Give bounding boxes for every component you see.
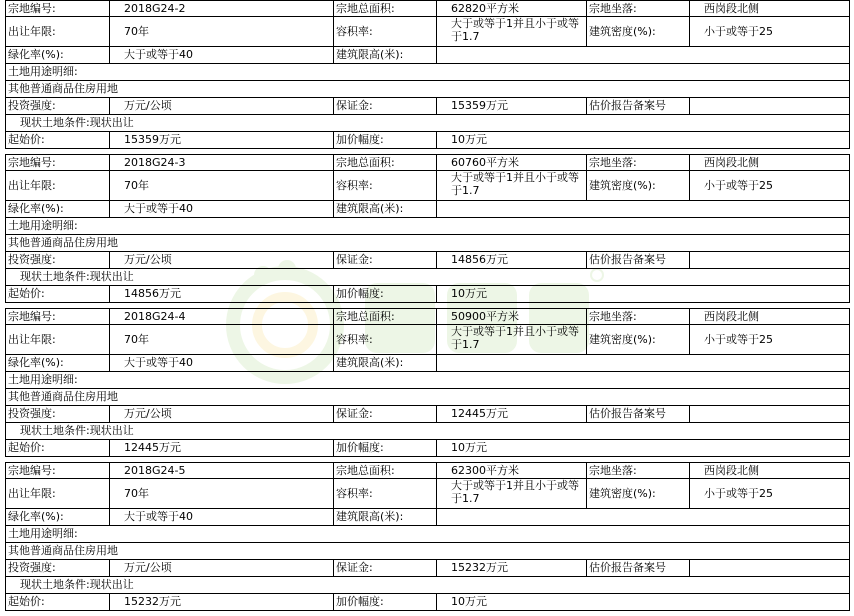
parcel-list: [5, 0, 850, 616]
value-deposit: 12445万元: [436, 406, 586, 422]
value-appraisal: [689, 406, 849, 422]
value-deposit: 15232万元: [436, 560, 586, 576]
row-term: [5, 170, 850, 201]
value-green: 大于或等于40: [109, 355, 333, 371]
label-use-detail: 土地用途明细:: [8, 219, 78, 232]
label-location: 宗地坐落:: [586, 309, 689, 324]
label-increment: 加价幅度:: [333, 594, 436, 610]
value-total-area: 62300平方米: [436, 463, 586, 478]
label-appraisal: 估价报告备案号: [586, 252, 689, 268]
value-density: 小于或等于25: [689, 324, 849, 354]
row-start-price: [5, 132, 850, 149]
label-term: 出让年限:: [8, 486, 56, 500]
label-green: 绿化率(%):: [8, 356, 64, 369]
value-use: 其他普通商品住房用地: [8, 544, 118, 557]
label-condition: 现状土地条件:: [20, 116, 90, 129]
value-invest: 万元/公顷: [109, 560, 333, 576]
value-total-area: 50900平方米: [436, 309, 586, 324]
value-far: 大于或等于1并且小于或等于1.7: [436, 16, 586, 46]
label-invest: 投资强度:: [8, 407, 56, 420]
label-invest: 投资强度:: [8, 561, 56, 574]
label-total-area: 宗地总面积:: [333, 463, 436, 478]
value-condition: 现状出让: [89, 270, 134, 283]
label-location: 宗地坐落:: [586, 155, 689, 170]
label-density: 建筑密度(%):: [586, 170, 689, 200]
row-term: [5, 478, 850, 509]
value-parcel-no: 2018G24-2: [109, 1, 333, 16]
value-invest: 万元/公顷: [109, 98, 333, 114]
label-total-area: 宗地总面积:: [333, 155, 436, 170]
row-condition: [5, 423, 850, 440]
value-height-limit: [436, 201, 849, 217]
row-green: [5, 201, 850, 218]
value-green: 大于或等于40: [109, 509, 333, 525]
value-deposit: 15359万元: [436, 98, 586, 114]
value-location: 西岗段北侧: [689, 463, 849, 478]
row-parcel-no: [5, 308, 850, 325]
value-invest: 万元/公顷: [109, 406, 333, 422]
row-green: [5, 355, 850, 372]
label-condition: 现状土地条件:: [20, 578, 90, 591]
value-height-limit: [436, 47, 849, 63]
value-use: 其他普通商品住房用地: [8, 236, 118, 249]
label-deposit: 保证金:: [333, 406, 436, 422]
label-invest: 投资强度:: [8, 99, 56, 112]
label-appraisal: 估价报告备案号: [586, 98, 689, 114]
value-condition: 现状出让: [89, 424, 134, 437]
label-start-price: 起始价:: [8, 287, 45, 300]
land-condition: [6, 423, 849, 439]
label-total-area: 宗地总面积:: [333, 1, 436, 16]
label-height-limit: 建筑限高(米):: [333, 47, 436, 63]
value-use: 其他普通商品住房用地: [8, 82, 118, 95]
row-use-detail-label: [5, 64, 850, 81]
land-condition: [6, 577, 849, 593]
label-green: 绿化率(%):: [8, 48, 64, 61]
value-condition: 现状出让: [89, 116, 134, 129]
label-density: 建筑密度(%):: [586, 324, 689, 354]
value-use: 其他普通商品住房用地: [8, 390, 118, 403]
label-parcel-no: 宗地编号:: [8, 156, 56, 169]
label-increment: 加价幅度:: [333, 286, 436, 302]
row-term: [5, 16, 850, 47]
label-far: 容积率:: [333, 478, 436, 508]
label-condition: 现状土地条件:: [20, 424, 90, 437]
label-increment: 加价幅度:: [333, 132, 436, 148]
value-term: 70年: [109, 324, 333, 354]
label-height-limit: 建筑限高(米):: [333, 355, 436, 371]
value-condition: 现状出让: [89, 578, 134, 591]
value-far: 大于或等于1并且小于或等于1.7: [436, 478, 586, 508]
row-term: [5, 324, 850, 355]
value-term: 70年: [109, 16, 333, 46]
value-start-price: 14856万元: [109, 286, 333, 302]
label-height-limit: 建筑限高(米):: [333, 201, 436, 217]
row-start-price: [5, 440, 850, 457]
value-parcel-no: 2018G24-4: [109, 309, 333, 324]
label-parcel-no: 宗地编号:: [8, 2, 56, 15]
value-increment: 10万元: [436, 440, 849, 456]
row-green: [5, 47, 850, 64]
value-height-limit: [436, 509, 849, 525]
label-invest: 投资强度:: [8, 253, 56, 266]
label-height-limit: 建筑限高(米):: [333, 509, 436, 525]
value-location: 西岗段北侧: [689, 1, 849, 16]
value-density: 小于或等于25: [689, 170, 849, 200]
label-location: 宗地坐落:: [586, 1, 689, 16]
row-parcel-no: [5, 0, 850, 17]
label-term: 出让年限:: [8, 332, 56, 346]
label-far: 容积率:: [333, 324, 436, 354]
parcel-block: [5, 308, 850, 462]
label-green: 绿化率(%):: [8, 510, 64, 523]
label-term: 出让年限:: [8, 178, 56, 192]
value-green: 大于或等于40: [109, 201, 333, 217]
row-green: [5, 509, 850, 526]
row-parcel-no: [5, 154, 850, 171]
land-condition: [6, 269, 849, 285]
row-use: [5, 81, 850, 98]
value-deposit: 14856万元: [436, 252, 586, 268]
label-start-price: 起始价:: [8, 595, 45, 608]
label-condition: 现状土地条件:: [20, 270, 90, 283]
row-condition: [5, 269, 850, 286]
label-use-detail: 土地用途明细:: [8, 373, 78, 386]
row-use-detail-label: [5, 526, 850, 543]
value-far: 大于或等于1并且小于或等于1.7: [436, 170, 586, 200]
label-use-detail: 土地用途明细:: [8, 527, 78, 540]
value-total-area: 62820平方米: [436, 1, 586, 16]
row-use: [5, 389, 850, 406]
label-appraisal: 估价报告备案号: [586, 560, 689, 576]
value-increment: 10万元: [436, 594, 849, 610]
value-parcel-no: 2018G24-3: [109, 155, 333, 170]
row-use-detail-label: [5, 218, 850, 235]
label-density: 建筑密度(%):: [586, 478, 689, 508]
parcel-block: [5, 462, 850, 616]
label-increment: 加价幅度:: [333, 440, 436, 456]
value-appraisal: [689, 98, 849, 114]
row-start-price: [5, 286, 850, 303]
value-start-price: 12445万元: [109, 440, 333, 456]
value-appraisal: [689, 252, 849, 268]
parcel-block: [5, 0, 850, 154]
value-density: 小于或等于25: [689, 478, 849, 508]
row-condition: [5, 115, 850, 132]
label-use-detail: 土地用途明细:: [8, 65, 78, 78]
label-location: 宗地坐落:: [586, 463, 689, 478]
value-appraisal: [689, 560, 849, 576]
value-invest: 万元/公顷: [109, 252, 333, 268]
label-deposit: 保证金:: [333, 560, 436, 576]
value-green: 大于或等于40: [109, 47, 333, 63]
label-green: 绿化率(%):: [8, 202, 64, 215]
label-total-area: 宗地总面积:: [333, 309, 436, 324]
label-deposit: 保证金:: [333, 98, 436, 114]
land-condition: [6, 115, 849, 131]
row-use: [5, 235, 850, 252]
row-invest: [5, 406, 850, 423]
value-term: 70年: [109, 170, 333, 200]
row-parcel-no: [5, 462, 850, 479]
label-term: 出让年限:: [8, 24, 56, 38]
value-increment: 10万元: [436, 286, 849, 302]
label-far: 容积率:: [333, 16, 436, 46]
label-deposit: 保证金:: [333, 252, 436, 268]
value-start-price: 15232万元: [109, 594, 333, 610]
value-parcel-no: 2018G24-5: [109, 463, 333, 478]
label-far: 容积率:: [333, 170, 436, 200]
value-total-area: 60760平方米: [436, 155, 586, 170]
row-invest: [5, 560, 850, 577]
value-height-limit: [436, 355, 849, 371]
label-start-price: 起始价:: [8, 441, 45, 454]
row-start-price: [5, 594, 850, 611]
row-invest: [5, 98, 850, 115]
value-term: 70年: [109, 478, 333, 508]
value-increment: 10万元: [436, 132, 849, 148]
row-invest: [5, 252, 850, 269]
row-use: [5, 543, 850, 560]
value-start-price: 15359万元: [109, 132, 333, 148]
value-location: 西岗段北侧: [689, 155, 849, 170]
parcel-block: [5, 154, 850, 308]
label-parcel-no: 宗地编号:: [8, 310, 56, 323]
label-appraisal: 估价报告备案号: [586, 406, 689, 422]
label-density: 建筑密度(%):: [586, 16, 689, 46]
label-parcel-no: 宗地编号:: [8, 464, 56, 477]
label-start-price: 起始价:: [8, 133, 45, 146]
value-density: 小于或等于25: [689, 16, 849, 46]
value-location: 西岗段北侧: [689, 309, 849, 324]
value-far: 大于或等于1并且小于或等于1.7: [436, 324, 586, 354]
row-use-detail-label: [5, 372, 850, 389]
row-condition: [5, 577, 850, 594]
